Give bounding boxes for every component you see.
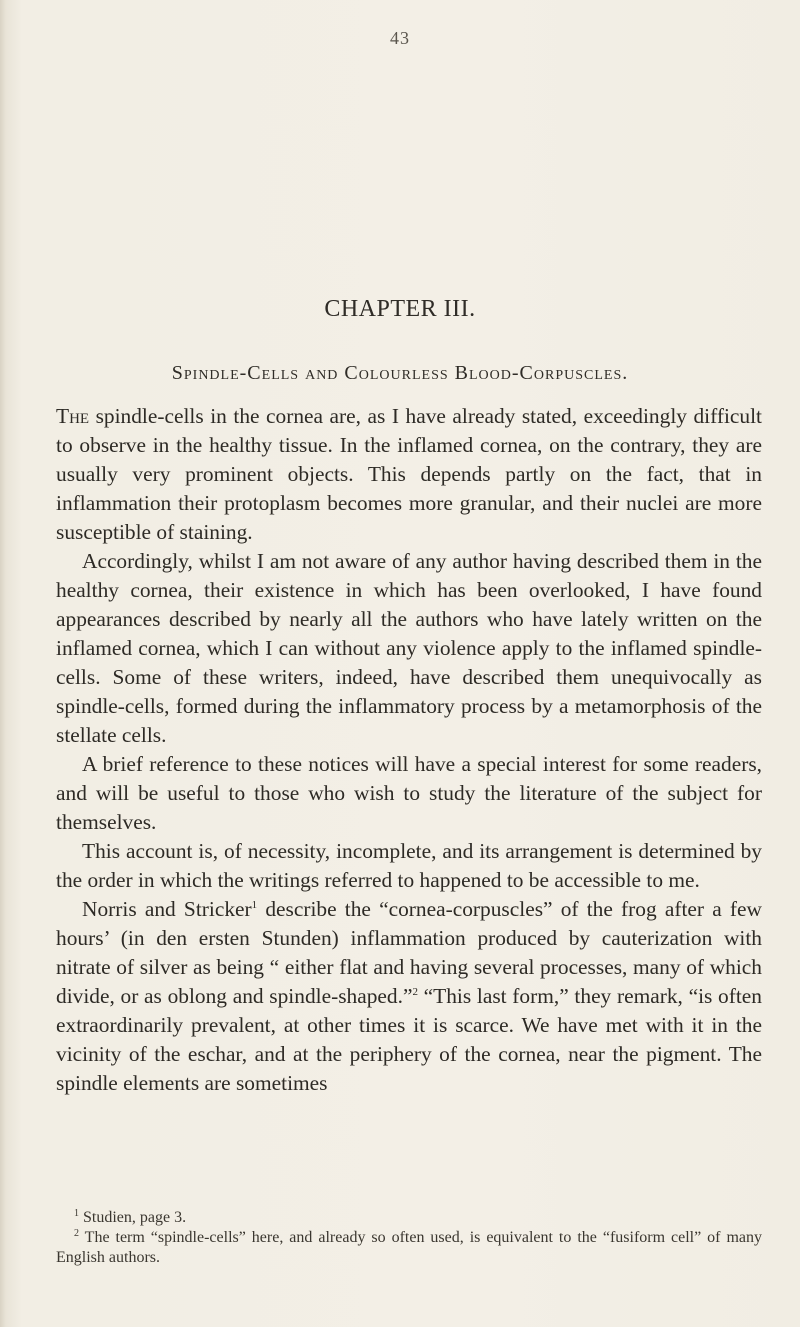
footnote-2-text: The term “spindle-cells” here, and already so often used, is equivalent to the “fusiform cell” of many English authors. [56,1229,762,1266]
footnote-2-mark: 2 [74,1228,79,1239]
paragraph-5-part-a: Norris and Stricker [82,897,252,921]
body-text [56,402,762,1098]
lead-word: The [56,404,90,428]
paragraph-5 [56,895,762,1098]
paragraph-2: Accordingly, whilst I am not aware of any author having described them in the healthy cornea, their existence in which has been overlooked, I have found appearances described by nearly all the authors who have lately written on the inflamed cornea, which I can without any violence apply to the inflamed spindle-cells. Some of these writers, indeed, have described them unequivocally as spindle-cells, formed during the inflammatory process by a metamorphosis of the stellate cells. [56,549,762,747]
paragraph-1 [56,402,762,547]
chapter-title: CHAPTER III. [324,296,476,322]
footnotes [56,1208,762,1268]
paragraph-1-text: spindle-cells in the cornea are, as I have already stated, exceedingly difficult to observe in the healthy tissue. In the inflamed cornea, on the contrary, they are usually very prominent objects. This depends partly on the fact, that in inflammation their protoplasm becomes more granular, and their nuclei are more susceptible of staining. [56,404,762,544]
footnote-1-mark: 1 [74,1208,79,1219]
section-title: Spindle-Cells and Colourless Blood-Corpuscles. [171,362,629,384]
footnote-1-text: Studien, page 3. [79,1209,187,1226]
paragraph-3: A brief reference to these notices will have a special interest for some readers, and will be useful to those who wish to study the literature of the subject for themselves. [56,752,762,834]
footnote-2 [56,1228,762,1268]
paragraph-4: This account is, of necessity, incomplete, and its arrangement is determined by the order in which the writings referred to happened to be accessible to me. [56,839,762,892]
footnote-ref-2: 2 [412,986,418,998]
footnote-ref-1: 1 [251,899,258,911]
page-number: 43 [390,28,410,48]
paragraph-5-part-b: describe the “cornea-corpuscles” of the frog after a few hours’ (in den ersten Stunden) inflammation produced by cauterization with nitrate of silver as being “ either flat and having several processes, many of which divide, or as oblong and spindle-shaped.” [56,897,762,1008]
paragraph-5-part-c: “This last form,” they remark, “is often extraordinarily prevalent, at other times it is scarce. We have met with it in the vicinity of the eschar, and at the periphery of the cornea, near the pigment. The spindle elements are sometimes [56,984,762,1095]
footnote-1 [56,1208,762,1228]
